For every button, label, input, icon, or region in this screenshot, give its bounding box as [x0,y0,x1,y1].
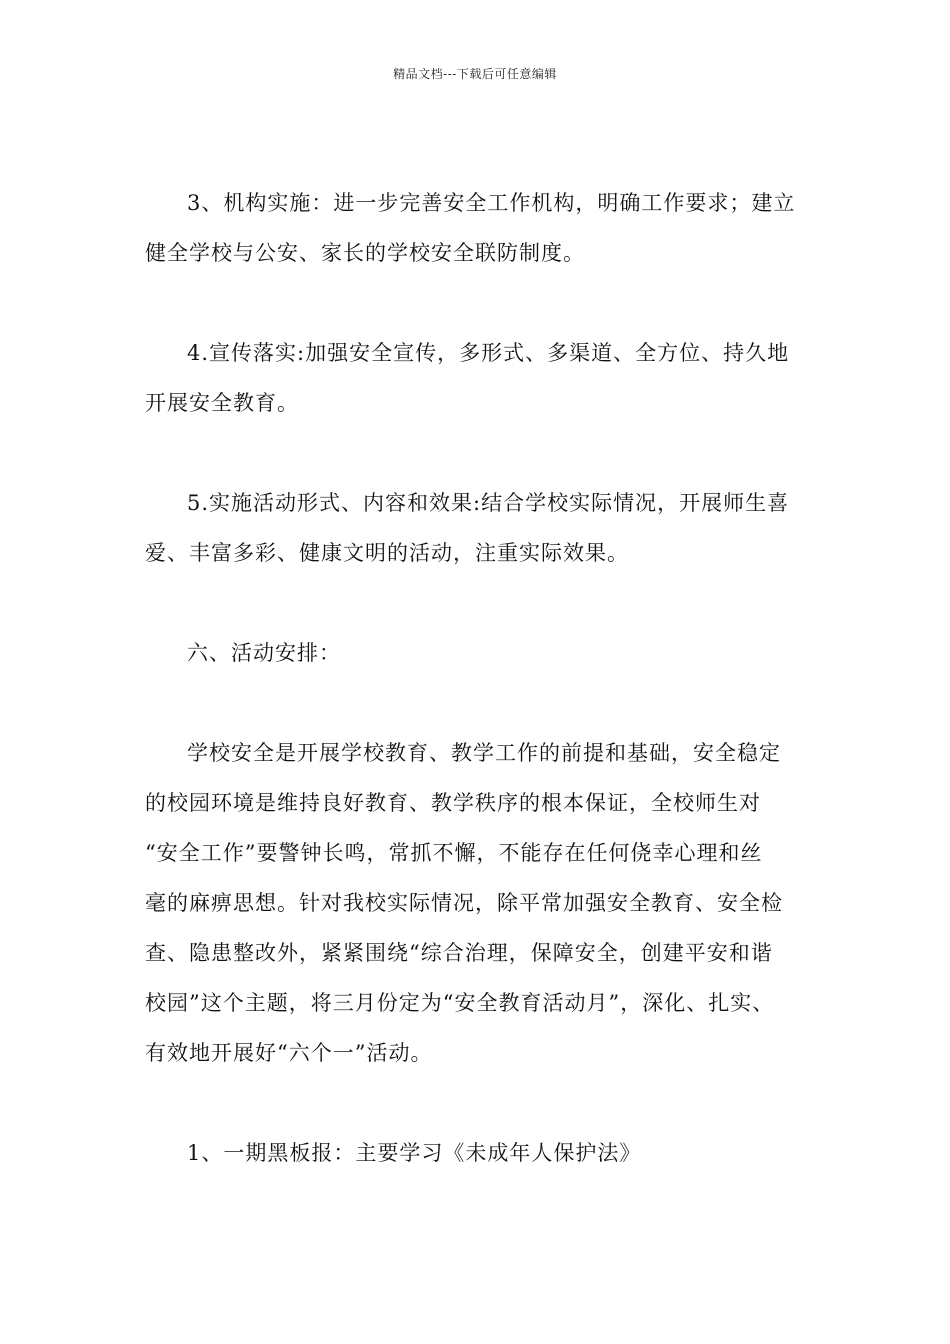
text-line: 开展安全教育。 [145,391,299,415]
text-line: 校园”这个主题，将三月份定为“安全教育活动月”，深化、扎实、 [145,991,775,1015]
section-heading-activity-arrangement [145,628,835,678]
text-line: 5.实施活动形式、内容和效果:结合学校实际情况，开展师生喜 [187,491,790,515]
paragraph-blackboard [145,1128,835,1178]
text-line: 健全学校与公安、家长的学校安全联防制度。 [145,241,585,265]
text-line: 有效地开展好“六个一”活动。 [145,1041,433,1065]
paragraph-organization [145,178,835,278]
paragraph-spacer [145,678,835,728]
paragraph-spacer [145,278,835,328]
text-line: 3、机构实施：进一步完善安全工作机构，明确工作要求；建立 [187,191,796,215]
paragraph-spacer [145,428,835,478]
paragraph-spacer [145,1078,835,1128]
text-line: 1、一期黑板报：主要学习《未成年人保护法》 [187,1141,642,1165]
paragraph-publicity [145,328,835,428]
paragraph-spacer [145,578,835,628]
text-line: “安全工作”要警钟长鸣，常抓不懈，不能存在任何侥幸心理和丝 [145,841,763,865]
document-body [145,178,835,1178]
text-line: 查、隐患整改外，紧紧围绕“综合治理，保障安全，创建平安和谐 [145,941,773,965]
text-line: 毫的麻痹思想。针对我校实际情况，除平常加强安全教育、安全检 [145,891,783,915]
text-line: 六、活动安排： [187,641,341,665]
text-line: 4.宣传落实:加强安全宣传，多形式、多渠道、全方位、持久地 [187,341,790,365]
text-line: 的校园环境是维持良好教育、教学秩序的根本保证，全校师生对 [145,791,761,815]
text-line: 学校安全是开展学校教育、教学工作的前提和基础，安全稳定 [187,741,781,765]
paragraph-school-safety [145,728,835,1078]
paragraph-activity-form [145,478,835,578]
page-header: 精品文档---下载后可任意编辑 [393,67,557,81]
text-line: 爱、丰富多彩、健康文明的活动，注重实际效果。 [145,541,629,565]
